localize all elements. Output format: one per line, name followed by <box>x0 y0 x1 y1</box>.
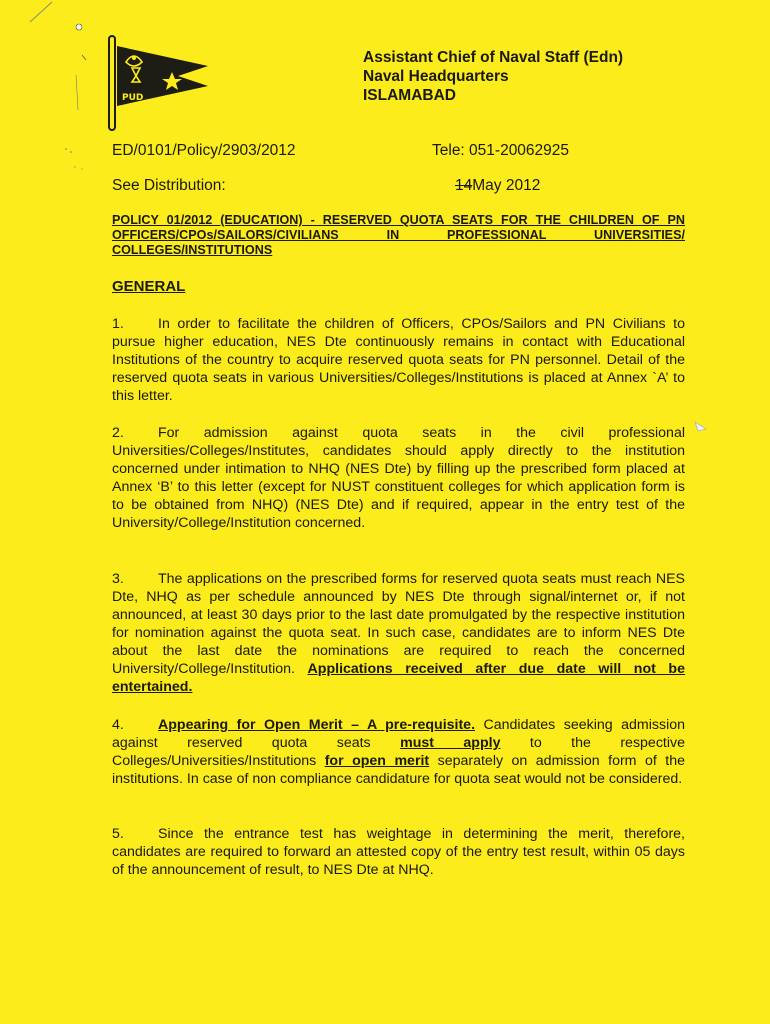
paragraph-2 <box>112 424 685 532</box>
date-day: 14 <box>455 177 473 194</box>
letterhead-line-1: Assistant Chief of Naval Staff (Edn) <box>363 49 624 66</box>
deadline-warning: Applications received after due date will not be entertained. <box>112 661 685 695</box>
date-month-year: May 2012 <box>472 177 541 194</box>
letterhead <box>363 48 623 105</box>
distribution-label: See Distribution: <box>112 177 226 194</box>
paragraph-text: Candidates seeking admission against reserved quota seats <box>112 717 685 751</box>
paragraph-number: 4. <box>112 717 124 733</box>
paragraph-text: separately on admission form of the institutions. In case of non compliance candidature for quota seat would not be considered. <box>112 753 685 787</box>
paragraph-1 <box>112 315 685 405</box>
paragraph-text: For admission against quota seats in the civil professional Universities/Colleges/Institutes, candidates should apply directly to the institution concerned under intimation to NHQ (NES Dte) by filling up the prescribed form placed at Annex ‘B’ to this letter (except for NUST constituent colleges for which application form is to be obtained from NHQ) (NES Dte) and if required, appear in the entry test of the University/College/Institution concerned. <box>112 425 685 531</box>
paragraph-text: The applications on the prescribed forms for reserved quota seats must reach NES Dte, NHQ as per schedule announced by NES Dte through signal/internet or, if not announced, at least 30 days prior to the last date promulgated by the respective institution for nomination against the quota seat. In such case, candidates are to inform NES Dte about the last date the nominations are required to reach the concerned University/College/Institution. <box>112 571 685 677</box>
paragraph-text: In order to facilitate the children of Officers, CPOs/Sailors and PN Civilians to pursue higher education, NES Dte continuously remains in contact with Educational Institutions of the country to acquire reserved quota seats for PN personnel. Detail of the reserved quota seats in various Universities/Colleges/Institutions is placed at Annex `A’ to this letter. <box>112 316 685 404</box>
paragraph-number: 1. <box>112 316 124 332</box>
telephone: Tele: 051-20062925 <box>432 142 570 159</box>
pen-mark <box>694 420 708 434</box>
letterhead-line-2: Naval Headquarters <box>363 68 509 85</box>
fold-mark <box>0 0 60 30</box>
paragraph-5 <box>112 825 685 879</box>
paragraph-4 <box>112 716 685 788</box>
letter-date <box>455 177 540 195</box>
letterhead-line-3: ISLAMABAD <box>363 87 456 104</box>
paragraph-3 <box>112 570 685 696</box>
emphasis-open-merit: for open merit <box>324 753 430 769</box>
section-heading-general: GENERAL <box>112 278 186 295</box>
naval-pennant-emblem <box>66 20 216 135</box>
paragraph-heading: Appearing for Open Merit – A pre-requisite. <box>158 717 476 733</box>
paragraph-number: 2. <box>112 425 124 441</box>
paragraph-number: 3. <box>112 571 124 587</box>
paragraph-text: to the respective Colleges/Universities/Institutions <box>112 735 685 769</box>
paragraph-number: 5. <box>112 826 124 842</box>
paragraph-text: Since the entrance test has weightage in determining the merit, therefore, candidates are required to forward an attested copy of the entry test result, within 05 days of the announcement of result, to NES Dte at NHQ. <box>112 826 685 878</box>
emphasis-must-apply: must apply <box>400 735 501 751</box>
flag-text: PUD <box>122 93 144 103</box>
scan-specks <box>62 143 92 173</box>
subject-line: POLICY 01/2012 (EDUCATION) - RESERVED QUOTA SEATS FOR THE CHILDREN OF PN OFFICERS/CPOs/SAILORS/CIVILIANS IN PROFESSIONAL UNIVERSITIES/ COLLEGES/INSTITUTIONS <box>112 213 685 257</box>
reference-number: ED/0101/Policy/2903/2012 <box>112 142 296 159</box>
